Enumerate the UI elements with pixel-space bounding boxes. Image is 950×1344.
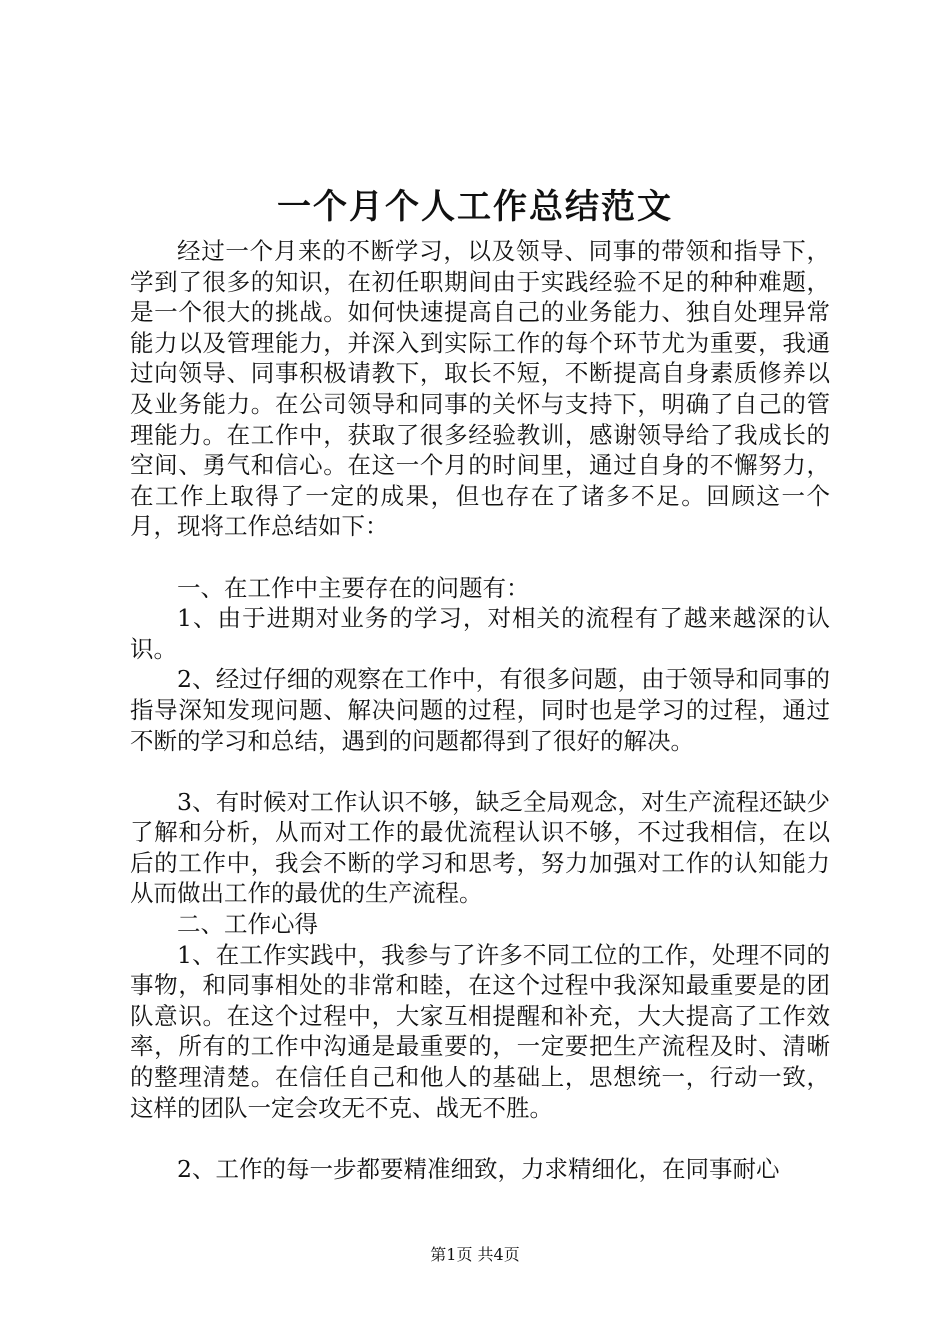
- experience-item-1: 1、在工作实践中，我参与了许多不同工位的工作，处理不同的事物，和同事相处的非常和睦，在这个过程中我深知最重要是的团队意识。在这个过程中，大家互相提醒和补充，大大提高了工作效率，所有的工作中沟通是最重要的，一定要把生产流程及时、清晰的整理清楚。在信任自己和他人的基础上，思想统一，行动一致，这样的团队一定会攻无不克、战无不胜。: [130, 940, 830, 1122]
- problem-item-3: 3、有时候对工作认识不够，缺乏全局观念，对生产流程还缺少了解和分析，从而对工作的最优流程认识不够，不过我相信，在以后的工作中，我会不断的学习和思考，努力加强对工作的认知能力从而做出工作的最优的生产流程。: [130, 787, 830, 908]
- intro-paragraph: 经过一个月来的不断学习，以及领导、同事的带领和指导下，学到了很多的知识，在初任职期间由于实践经验不足的种种难题，是一个很大的挑战。如何快速提高自己的业务能力、独自处理异常能力以及管理能力，并深入到实际工作的每个环节尤为重要，我通过向领导、同事积极请教下，取长不短，不断提高自身素质修养以及业务能力。在公司领导和同事的关怀与支持下，明确了自己的管理能力。在工作中，获取了很多经验教训，感谢领导给了我成长的空间、勇气和信心。在这一个月的时间里，通过自身的不懈努力，在工作上取得了一定的成果，但也存在了诸多不足。回顾这一个月，现将工作总结如下：: [130, 237, 830, 541]
- experience-item-2: 2、工作的每一步都要精准细致，力求精细化，在同事耐心: [177, 1154, 780, 1183]
- paragraph-gap: [130, 542, 830, 573]
- document-body: [130, 236, 830, 1184]
- problem-item-1: 1、由于进期对业务的学习，对相关的流程有了越来越深的认识。: [130, 604, 830, 663]
- section-heading-experience: 二、工作心得: [177, 910, 318, 939]
- section-heading-problems: 一、在工作中主要存在的问题有：: [177, 573, 530, 602]
- paragraph-gap: [130, 1123, 830, 1154]
- document-title: 一个月个人工作总结范文: [277, 187, 673, 227]
- problem-item-2: 2、经过仔细的观察在工作中，有很多问题，由于领导和同事的指导深知发现问题、解决问题的过程，同时也是学习的过程，通过不断的学习和总结，遇到的问题都得到了很好的解决。: [130, 665, 830, 755]
- page-footer: 第1页 共4页: [430, 1245, 520, 1264]
- paragraph-gap: [130, 756, 830, 787]
